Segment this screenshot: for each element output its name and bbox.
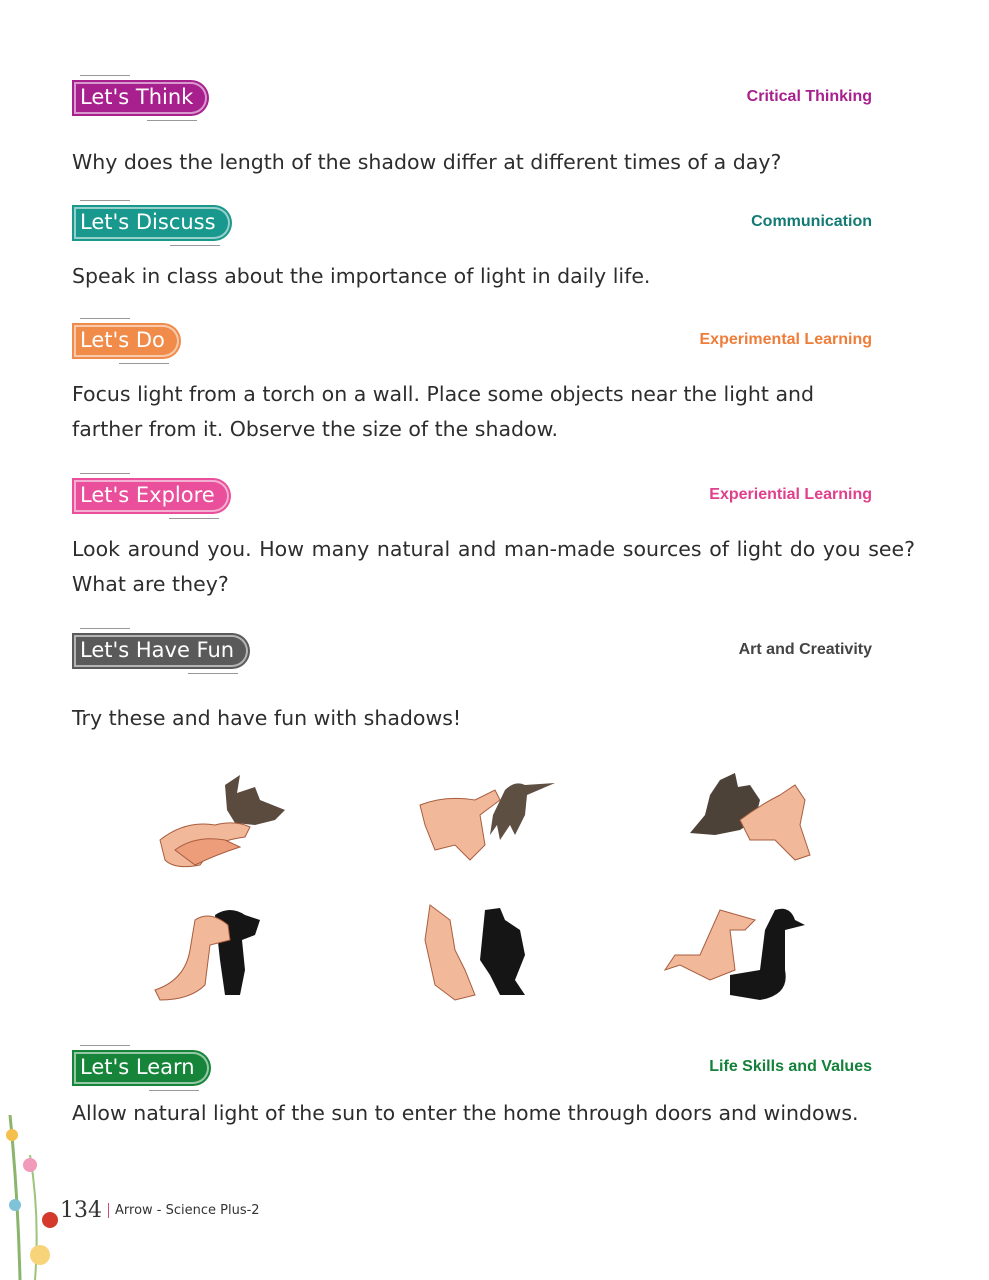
section-tag: Let's Explore [72,478,231,514]
swan-shadow-illustration [660,900,820,1010]
section-text: Focus light from a torch on a wall. Place some objects near the light and farther from it. Observe the size of the shadow. [72,382,815,441]
section-text: Speak in class about the importance of light in daily life. [72,264,651,288]
section-text: Look around you. How many natural and man-made sources of light do you see? What are they? [72,537,915,596]
section-have-fun [72,633,872,736]
section-tag: Let's Do [72,323,181,359]
floral-decoration [0,1095,70,1280]
section-header [72,1050,872,1090]
hand-shadow-illustrations [140,760,840,1010]
skill-label: Experiential Learning [709,486,872,503]
page-number: 134 [60,1198,102,1223]
section-discuss [72,205,872,294]
section-tag: Let's Learn [72,1050,211,1086]
skill-label: Communication [751,213,872,230]
section-text: Why does the length of the shadow differ at different times of a day? [72,150,782,174]
section-learn [72,1050,872,1131]
section-tag: Let's Have Fun [72,633,250,669]
section-header [72,205,872,245]
book-title: Arrow - Science Plus-2 [108,1203,260,1218]
section-tag: Let's Think [72,80,209,116]
bear-shadow-illustration [410,900,560,1010]
wolf-shadow-illustration [680,765,830,875]
section-header [72,323,872,363]
bird-shadow-illustration [415,765,565,875]
section-text: Allow natural light of the sun to enter the home through doors and windows. [72,1101,859,1125]
section-text: Try these and have fun with shadows! [72,706,462,730]
skill-label: Art and Creativity [738,641,872,658]
section-header [72,633,872,673]
section-tag: Let's Discuss [72,205,232,241]
dog-shadow-illustration [150,900,300,1010]
section-header [72,478,872,518]
section-explore [72,478,915,602]
section-header [72,80,872,120]
skill-label: Experimental Learning [699,331,872,348]
section-think [72,80,872,180]
skill-label: Life Skills and Values [709,1058,872,1075]
rabbit-shadow-illustration [155,765,305,875]
section-do [72,323,872,447]
skill-label: Critical Thinking [746,88,872,105]
page-footer [60,1198,260,1223]
